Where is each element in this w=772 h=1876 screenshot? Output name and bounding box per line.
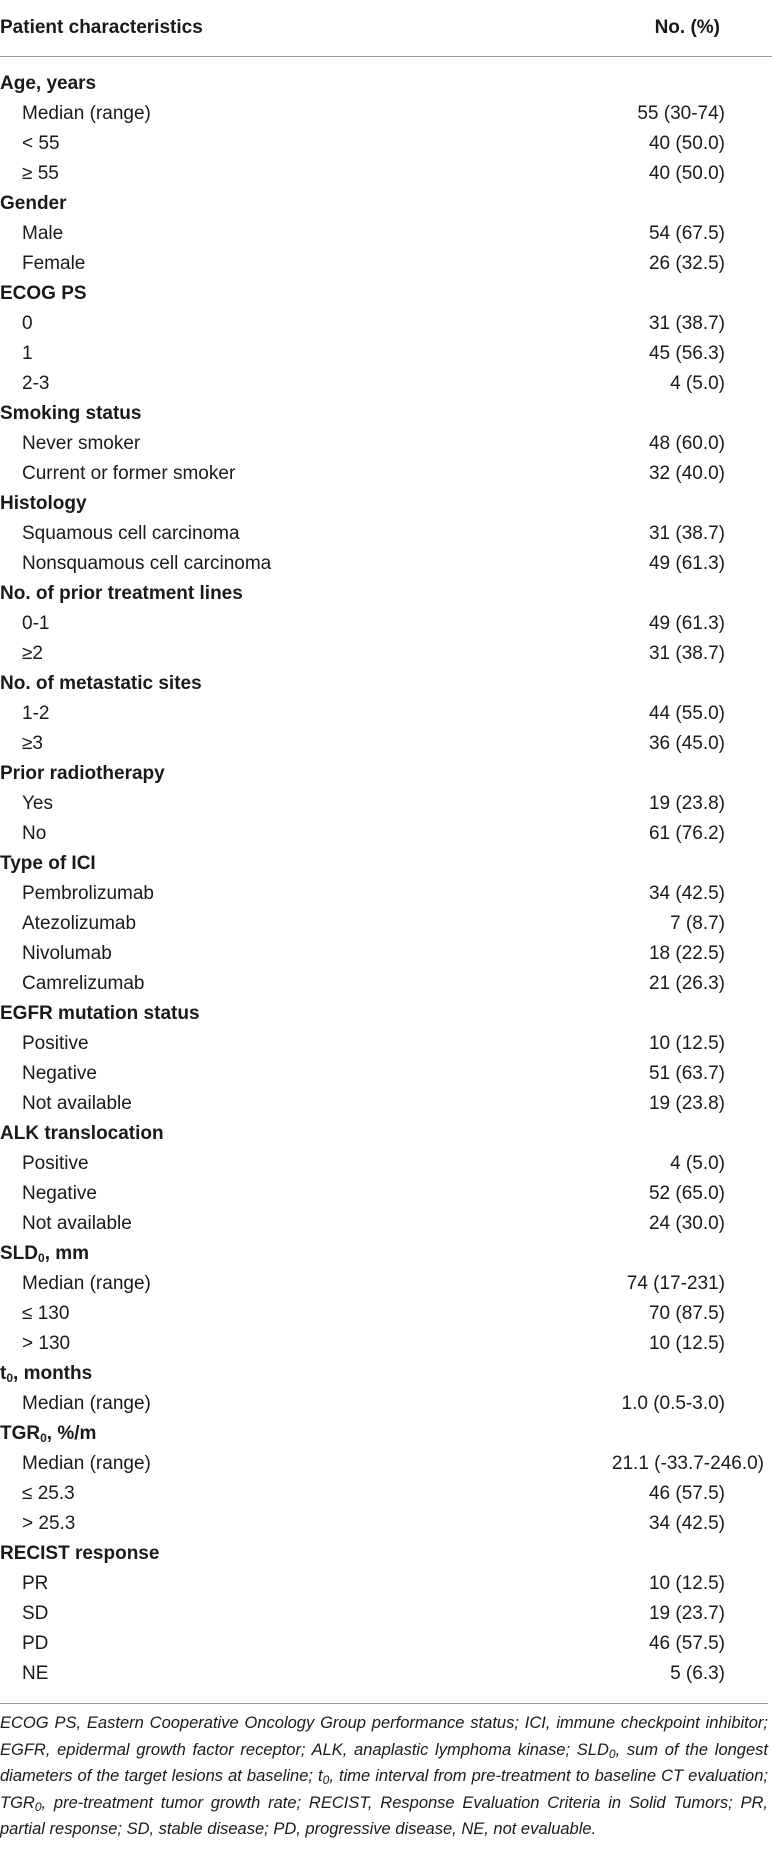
footnote-subscript: 0	[34, 1799, 42, 1814]
table-row	[0, 1449, 772, 1479]
section-title	[0, 669, 202, 699]
row-label: ≥ 55	[22, 163, 59, 184]
row-label: Median (range)	[22, 1393, 151, 1414]
section-title-subscript: 0	[6, 1371, 14, 1385]
table-row	[0, 309, 772, 339]
row-label: ≥2	[22, 643, 43, 664]
section-heading	[0, 759, 772, 789]
row-value: 49 (61.3)	[648, 613, 725, 634]
row-value: 46 (57.5)	[648, 1633, 725, 1654]
row-value: 19 (23.7)	[648, 1603, 725, 1624]
section-title-text: ALK translocation	[0, 1123, 164, 1144]
section-title-text: No. of prior treatment lines	[0, 583, 243, 604]
row-label: Not available	[22, 1213, 132, 1234]
row-label: Yes	[22, 793, 53, 814]
row-label: 2-3	[22, 373, 50, 394]
row-value: 46 (57.5)	[648, 1483, 725, 1504]
footnote-subscript: 0	[608, 1746, 616, 1761]
section-heading	[0, 189, 772, 219]
table-row	[0, 1149, 772, 1179]
table-row	[0, 1089, 772, 1119]
section-heading	[0, 69, 772, 99]
row-label: Current or former smoker	[22, 463, 236, 484]
row-value: 32 (40.0)	[648, 463, 725, 484]
section-title-text: t	[0, 1363, 7, 1384]
footnote-text: , pre-treatment tumor growth rate; RECIST, Response Evaluation Criteria in Solid Tumors; PR, partial response; SD, stable disease; PD, progressive disease, NE, not evaluable.	[0, 1793, 768, 1838]
table-row	[0, 1179, 772, 1209]
row-label: Nivolumab	[22, 943, 112, 964]
row-value: 31 (38.7)	[648, 313, 725, 334]
table-row	[0, 429, 772, 459]
row-value: 51 (63.7)	[648, 1063, 725, 1084]
table-row	[0, 789, 772, 819]
row-value: 4 (5.0)	[670, 1153, 725, 1174]
table-row	[0, 1659, 772, 1689]
row-value: 1.0 (0.5-3.0)	[621, 1393, 725, 1414]
section-title	[0, 579, 243, 609]
row-label: 1	[22, 343, 33, 364]
row-value: 31 (38.7)	[648, 643, 725, 664]
row-label: Negative	[22, 1063, 97, 1084]
row-label: ≤ 130	[22, 1303, 70, 1324]
footnote-text: ECOG PS, Eastern Cooperative Oncology Group performance status; ICI, immune checkpoint inhibitor; EGFR, epidermal growth factor receptor; ALK, anaplastic lymphoma kinase; SLD	[0, 1714, 768, 1759]
row-value: 10 (12.5)	[648, 1033, 725, 1054]
table-row	[0, 1479, 772, 1509]
row-value: 34 (42.5)	[648, 883, 725, 904]
table-row	[0, 729, 772, 759]
section-title-text: TGR	[0, 1423, 41, 1444]
row-value: 19 (23.8)	[648, 793, 725, 814]
section-title-suffix: , %/m	[46, 1423, 97, 1444]
row-value: 49 (61.3)	[648, 553, 725, 574]
section-heading	[0, 1419, 772, 1449]
section-title	[0, 279, 87, 309]
row-label: Never smoker	[22, 433, 141, 454]
row-label: Squamous cell carcinoma	[22, 523, 240, 544]
row-value: 61 (76.2)	[648, 823, 725, 844]
row-label: Not available	[22, 1093, 132, 1114]
row-value: 34 (42.5)	[648, 1513, 725, 1534]
footnote-text: , sum of the longest diameters of the target lesions at baseline; t	[0, 1740, 768, 1785]
section-heading	[0, 279, 772, 309]
table-row	[0, 519, 772, 549]
table-row	[0, 639, 772, 669]
section-title	[0, 849, 96, 879]
section-title-subscript: 0	[38, 1251, 45, 1265]
header-no-percent: No. (%)	[654, 17, 720, 38]
row-label: Positive	[22, 1033, 89, 1054]
row-label: Pembrolizumab	[22, 883, 154, 904]
section-title	[0, 1239, 89, 1269]
section-title-text: RECIST response	[0, 1543, 160, 1564]
section-heading	[0, 1539, 772, 1569]
table-row	[0, 699, 772, 729]
section-title-text: Gender	[0, 193, 67, 214]
section-title-subscript: 0	[40, 1431, 47, 1445]
row-label: NE	[22, 1663, 49, 1684]
section-title-text: No. of metastatic sites	[0, 673, 202, 694]
table-row	[0, 1569, 772, 1599]
section-title-text: Histology	[0, 493, 87, 514]
section-title-text: ECOG PS	[0, 283, 87, 304]
section-title-text: Smoking status	[0, 403, 142, 424]
table-row	[0, 1329, 772, 1359]
footnote-subscript: 0	[322, 1773, 330, 1787]
row-label: Camrelizumab	[22, 973, 145, 994]
table-row	[0, 159, 772, 189]
row-label: No	[22, 823, 47, 844]
table-body	[0, 69, 772, 1689]
section-heading	[0, 579, 772, 609]
section-title-text: EGFR mutation status	[0, 1003, 200, 1024]
row-value: 44 (55.0)	[648, 703, 725, 724]
table-row	[0, 1629, 772, 1659]
section-title	[0, 1539, 159, 1569]
row-label: 0-1	[22, 613, 50, 634]
section-heading	[0, 1359, 772, 1389]
table-row	[0, 909, 772, 939]
table-row	[0, 99, 772, 129]
section-title-text: Age, years	[0, 73, 97, 94]
row-value: 26 (32.5)	[648, 253, 725, 274]
row-value: 52 (65.0)	[648, 1183, 725, 1204]
row-value: 19 (23.8)	[648, 1093, 725, 1114]
table-row	[0, 969, 772, 999]
row-label: Female	[22, 253, 86, 274]
table-row	[0, 1269, 772, 1299]
row-label: SD	[22, 1603, 49, 1624]
row-value: 54 (67.5)	[648, 223, 725, 244]
table-header-row	[0, 0, 772, 57]
row-value: 4 (5.0)	[670, 373, 725, 394]
section-heading	[0, 399, 772, 429]
table-row	[0, 1389, 772, 1419]
row-value: 24 (30.0)	[648, 1213, 725, 1234]
row-label: 0	[22, 313, 33, 334]
row-value: 18 (22.5)	[648, 943, 725, 964]
section-title	[0, 999, 200, 1029]
section-title	[0, 759, 165, 789]
section-title	[0, 69, 96, 99]
table-row	[0, 459, 772, 489]
table-row	[0, 609, 772, 639]
row-value: 55 (30-74)	[637, 103, 725, 124]
row-value: 7 (8.7)	[670, 913, 725, 934]
table-row	[0, 339, 772, 369]
row-label: Negative	[22, 1183, 97, 1204]
table-row	[0, 1209, 772, 1239]
section-title-suffix: , mm	[44, 1243, 90, 1264]
row-label: Positive	[22, 1153, 89, 1174]
row-label: Median (range)	[22, 103, 151, 124]
table-row	[0, 939, 772, 969]
section-heading	[0, 489, 772, 519]
row-value: 74 (17-231)	[626, 1273, 725, 1294]
table-row	[0, 1599, 772, 1629]
footnote-text: , time interval from pre-treatment to baseline CT evaluation; TGR	[0, 1767, 768, 1812]
row-value: 10 (12.5)	[648, 1333, 725, 1354]
table-row	[0, 249, 772, 279]
table-row	[0, 219, 772, 249]
section-title	[0, 189, 67, 219]
section-title	[0, 1359, 92, 1389]
table-footnote	[0, 1703, 768, 1843]
table-row	[0, 549, 772, 579]
table-row	[0, 819, 772, 849]
table-row	[0, 369, 772, 399]
header-patient-characteristics: Patient characteristics	[0, 17, 203, 38]
table-row	[0, 129, 772, 159]
section-heading	[0, 849, 772, 879]
row-value: 48 (60.0)	[648, 433, 725, 454]
section-heading	[0, 999, 772, 1029]
section-title-text: Prior radiotherapy	[0, 763, 165, 784]
table-row	[0, 1059, 772, 1089]
row-value: 45 (56.3)	[648, 343, 725, 364]
section-heading	[0, 669, 772, 699]
section-title	[0, 489, 87, 519]
row-label: Median (range)	[22, 1273, 151, 1294]
row-label: > 25.3	[22, 1513, 76, 1534]
section-title	[0, 399, 141, 429]
row-value: 21 (26.3)	[648, 973, 725, 994]
row-value: 40 (50.0)	[648, 133, 725, 154]
section-title-text: SLD	[0, 1243, 38, 1264]
row-label: Atezolizumab	[22, 913, 137, 934]
row-value: 21.1 (-33.7-246.0)	[611, 1453, 764, 1474]
table-row	[0, 1299, 772, 1329]
row-label: < 55	[22, 133, 60, 154]
table-row	[0, 879, 772, 909]
row-label: PD	[22, 1633, 49, 1654]
row-value: 10 (12.5)	[648, 1573, 725, 1594]
row-label: ≥3	[22, 733, 43, 754]
row-value: 31 (38.7)	[648, 523, 725, 544]
row-label: PR	[22, 1573, 49, 1594]
row-label: 1-2	[22, 703, 50, 724]
row-label: Median (range)	[22, 1453, 151, 1474]
row-label: ≤ 25.3	[22, 1483, 75, 1504]
table-row	[0, 1509, 772, 1539]
row-value: 40 (50.0)	[648, 163, 725, 184]
row-value: 70 (87.5)	[648, 1303, 725, 1324]
section-title	[0, 1119, 164, 1149]
row-label: Male	[22, 223, 64, 244]
row-label: > 130	[22, 1333, 71, 1354]
row-value: 5 (6.3)	[670, 1663, 725, 1684]
row-label: Nonsquamous cell carcinoma	[22, 553, 272, 574]
section-title	[0, 1419, 96, 1449]
row-value: 36 (45.0)	[648, 733, 725, 754]
section-title-text: Type of ICI	[0, 853, 96, 874]
section-title-suffix: , months	[13, 1363, 93, 1384]
section-heading	[0, 1119, 772, 1149]
table-row	[0, 1029, 772, 1059]
section-heading	[0, 1239, 772, 1269]
